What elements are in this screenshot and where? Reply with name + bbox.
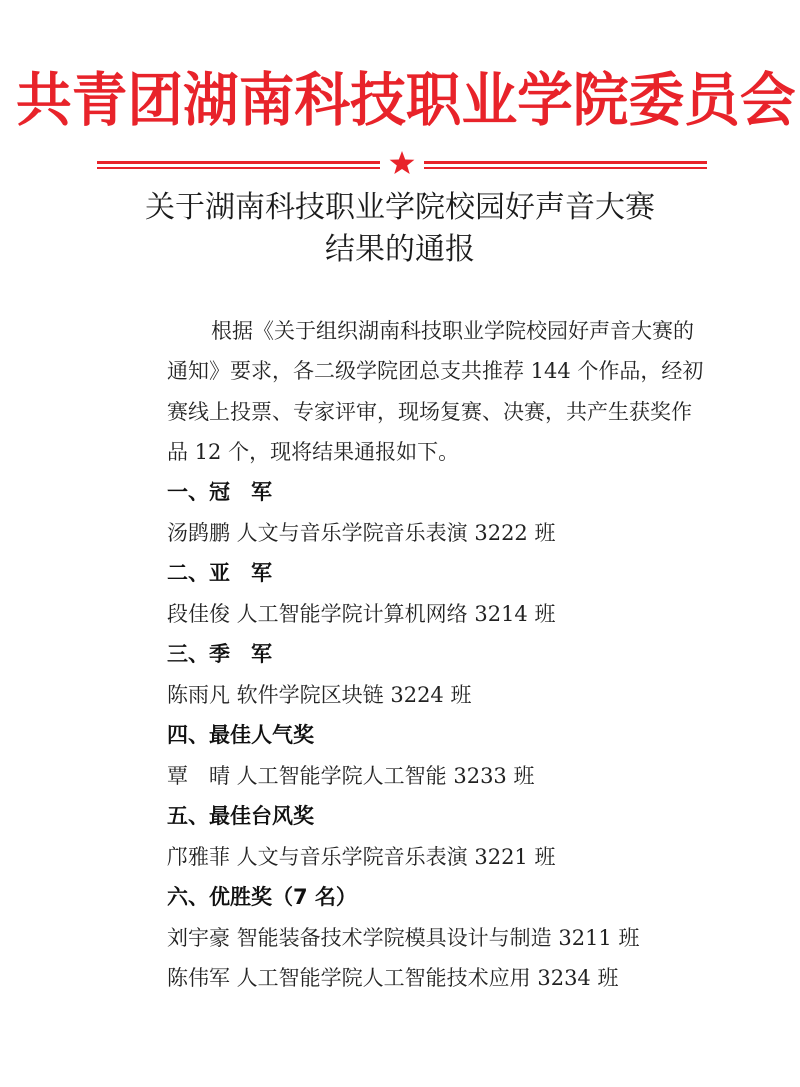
body-line-1: 根据《关于组织湖南科技职业学院校园好声音大赛的 <box>211 319 694 343</box>
document-title-line-2: 结果的通报 <box>325 232 475 267</box>
body-line-3: 赛线上投票、专家评审，现场复赛、决赛，共产生获奖作 <box>167 400 692 424</box>
award-heading-champion: 一、冠 军 <box>167 480 272 504</box>
red-divider-with-star <box>97 150 707 174</box>
award-entry-excellence-1: 刘宇豪 智能装备技术学院模具设计与制造 3211 班 <box>167 926 640 950</box>
document-title-line-1: 关于湖南科技职业学院校园好声音大赛 <box>145 190 655 225</box>
divider-line-bottom-left <box>97 167 380 169</box>
organization-header: 共青团湖南科技职业学院委员会 <box>16 66 796 134</box>
award-entry-excellence-2: 陈伟军 人工智能学院人工智能技术应用 3234 班 <box>167 966 619 990</box>
divider-line-top-left <box>97 161 380 164</box>
body-line-4: 品 12 个，现将结果通报如下。 <box>167 440 460 464</box>
award-entry-third-place: 陈雨凡 软件学院区块链 3224 班 <box>167 683 472 707</box>
red-star-icon <box>390 151 415 174</box>
award-entry-most-popular: 覃 晴 人工智能学院人工智能 3233 班 <box>167 764 535 788</box>
award-heading-excellence: 六、优胜奖（7 名） <box>167 885 357 909</box>
award-heading-third-place: 三、季 军 <box>167 642 272 666</box>
award-heading-best-stage-presence: 五、最佳台风奖 <box>167 804 314 828</box>
divider-line-top-right <box>424 161 707 164</box>
award-entry-champion: 汤鹍鹏 人文与音乐学院音乐表演 3222 班 <box>167 521 556 545</box>
divider-line-bottom-right <box>424 167 707 169</box>
award-heading-runner-up: 二、亚 军 <box>167 561 272 585</box>
award-heading-most-popular: 四、最佳人气奖 <box>167 723 314 747</box>
body-line-2: 通知》要求，各二级学院团总支共推荐 144 个作品，经初 <box>167 359 704 383</box>
award-entry-runner-up: 段佳俊 人工智能学院计算机网络 3214 班 <box>167 602 556 626</box>
award-entry-best-stage-presence: 邝雅菲 人文与音乐学院音乐表演 3221 班 <box>167 845 556 869</box>
